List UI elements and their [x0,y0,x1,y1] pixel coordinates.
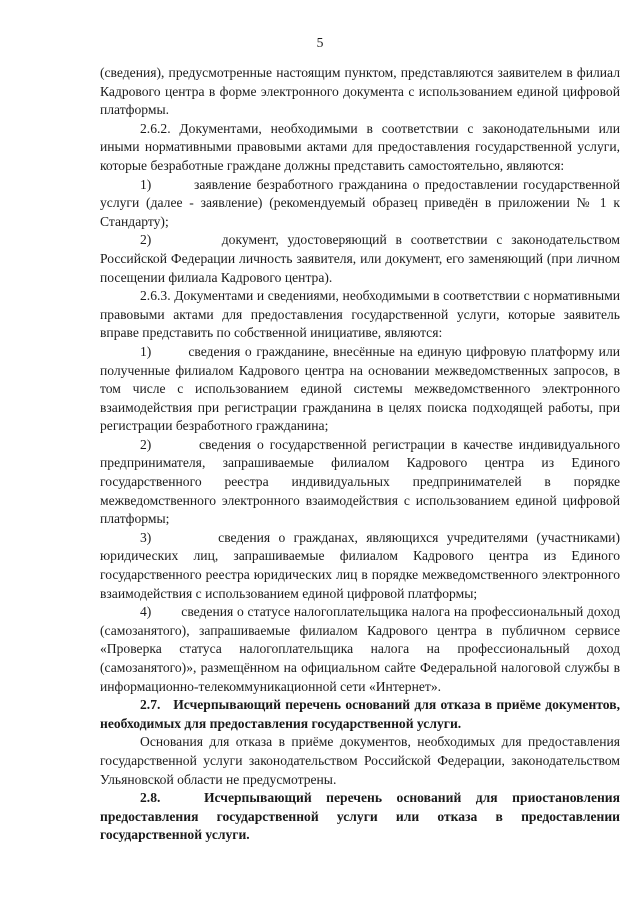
document-body [100,64,620,845]
list-item-2-6-3-3: 3) сведения о гражданах, являющихся учредителями (участниками) юридических лиц, запрашиваемые филиалом Кадрового центра из Единого государственного реестра юридических лиц в порядке межведомственного электронного взаимодействия с использованием единой цифровой платформы; [100,529,620,601]
list-item-2-6-3-2: 2) сведения о государственной регистрации в качестве индивидуального предпринимателя, запрашиваемые филиалом Кадрового центра из Единого государственного реестра индивидуальных предпринимателей в порядке межведомственного электронного взаимодействия с использованием единой цифровой платформы; [100,436,620,527]
list-item-2-6-3-1: 1) сведения о гражданине, внесённые на единую цифровую платформу или полученные филиалом Кадрового центра на основании межведомственных запросов, в том числе с использованием единой системы межведомственного электронного взаимодействия при регистрации гражданина в целях поиска подходящей работы, при регистрации безработного гражданина; [100,343,620,434]
heading-2-8: 2.8. Исчерпывающий перечень оснований для приостановления предоставления государственной услуги или отказа в предоставлении государственной услуги. [100,790,620,843]
list-item-2-6-2-1: 1) заявление безработного гражданина о предоставлении государственной услуги (далее - заявление) (рекомендуемый образец приведён в приложении № 1 к Стандарту); [100,176,620,229]
paragraph-2-6-2: 2.6.2. Документами, необходимыми в соответствии с законодательными или иными нормативными правовыми актами для предоставления государственной услуги, которые безработные граждане должны представить самостоятельно, являются: [100,120,620,173]
paragraph-2-7-body: Основания для отказа в приёме документов, необходимых для предоставления государственной услуги законодательством Российской Федерации, законодательством Ульяновской области не предусмотрены. [100,734,620,787]
paragraph-2-6-3: 2.6.3. Документами и сведениями, необходимыми в соответствии с нормативными правовыми актами для предоставления государственной услуги, которые заявитель вправе представить по собственной инициативе, являются: [100,288,620,341]
page-number: 5 [316,35,324,50]
list-item-2-6-3-4: 4) сведения о статусе налогоплательщика налога на профессиональный доход (самозанятого), запрашиваемые филиалом Кадрового центра в публичном сервисе «Проверка статуса налогоплательщика налога на профессиональный доход (самозанятого)», размещённом на официальном сайте Федеральной налоговой службы в информационно-телекоммуникационной сети «Интернет». [100,604,620,694]
list-item-2-6-2-2: 2) документ, удостоверяющий в соответствии с законодательством Российской Федерации личность заявителя, или документ, его заменяющий (при личном посещении филиала Кадрового центра). [100,232,620,285]
heading-2-7: 2.7. Исчерпывающий перечень оснований для отказа в приёме документов, необходимых для предоставления государственной услуги. [100,697,620,731]
paragraph-continuation: (сведения), предусмотренные настоящим пунктом, представляются заявителем в филиал Кадрового центра в форме электронного документа с использованием единой цифровой платформы. [100,65,620,118]
